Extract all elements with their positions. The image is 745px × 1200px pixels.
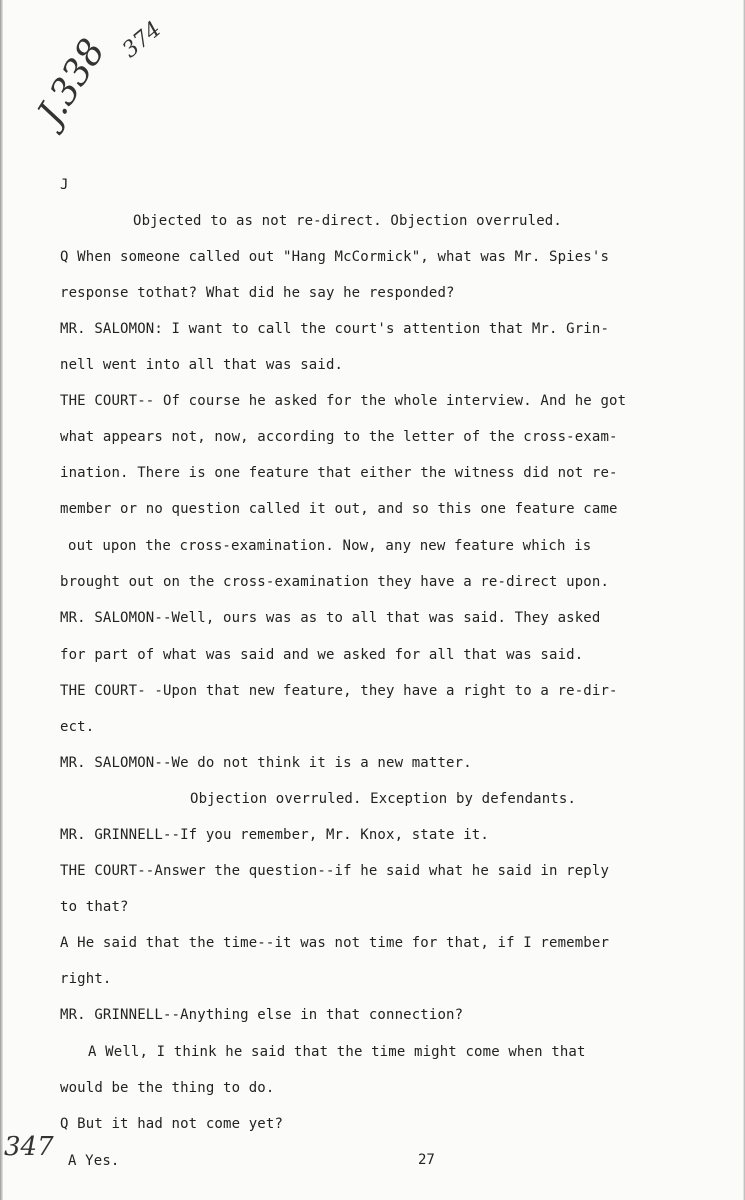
- text-line-4: MR. SALOMON: I want to call the court's attention that Mr. Grin-: [60, 321, 610, 337]
- text-line-7: what appears not, now, according to the letter of the cross-exam-: [60, 429, 618, 445]
- text-line-5: nell went into all that was said.: [60, 357, 344, 373]
- page-left-edge: [0, 0, 3, 1200]
- text-line-27: A Yes.: [68, 1153, 120, 1169]
- text-line-16: MR. SALOMON--We do not think it is a new matter.: [60, 755, 472, 771]
- text-line-3: response tothat? What did he say he responded?: [60, 285, 455, 301]
- text-line-11: brought out on the cross-examination they have a re-direct upon.: [60, 574, 610, 590]
- text-line-17: Objection overruled. Exception by defendants.: [190, 791, 577, 807]
- text-line-2: Q When someone called out "Hang McCormick", what was Mr. Spies's: [60, 249, 610, 265]
- text-line-12: MR. SALOMON--Well, ours was as to all that was said. They asked: [60, 610, 601, 626]
- text-line-8: ination. There is one feature that either the witness did not re-: [60, 465, 618, 481]
- text-line-6: THE COURT-- Of course he asked for the whole interview. And he got: [60, 393, 627, 409]
- text-line-20: to that?: [60, 899, 129, 915]
- text-line-22: right.: [60, 971, 112, 987]
- handwritten-annotation-top-left: J.338: [30, 32, 114, 132]
- text-line-13: for part of what was said and we asked for all that was said.: [60, 647, 584, 663]
- text-line-9: member or no question called it out, and so this one feature came: [60, 501, 618, 517]
- text-line-18: MR. GRINNELL--If you remember, Mr. Knox, state it.: [60, 827, 489, 843]
- text-line-23: MR. GRINNELL--Anything else in that connection?: [60, 1007, 464, 1023]
- handwritten-annotation-bottom-left: 347: [4, 1132, 54, 1162]
- text-line-10: out upon the cross-examination. Now, any new feature which is: [68, 538, 592, 554]
- text-line-25: would be the thing to do.: [60, 1080, 275, 1096]
- text-line-24: A Well, I think he said that the time might come when that: [88, 1044, 586, 1060]
- text-line-1: Objected to as not re-direct. Objection overruled.: [133, 213, 562, 229]
- text-line-26: Q But it had not come yet?: [60, 1116, 284, 1132]
- text-line-14: THE COURT- -Upon that new feature, they have a right to a re-dir-: [60, 683, 618, 699]
- page-number: 27: [418, 1152, 435, 1168]
- text-line-15: ect.: [60, 719, 95, 735]
- text-line-21: A He said that the time--it was not time for that, if I remember: [60, 935, 610, 951]
- text-line-19: THE COURT--Answer the question--if he said what he said in reply: [60, 863, 610, 879]
- section-marker: J: [60, 177, 69, 193]
- handwritten-annotation-top-small: 374: [118, 17, 167, 64]
